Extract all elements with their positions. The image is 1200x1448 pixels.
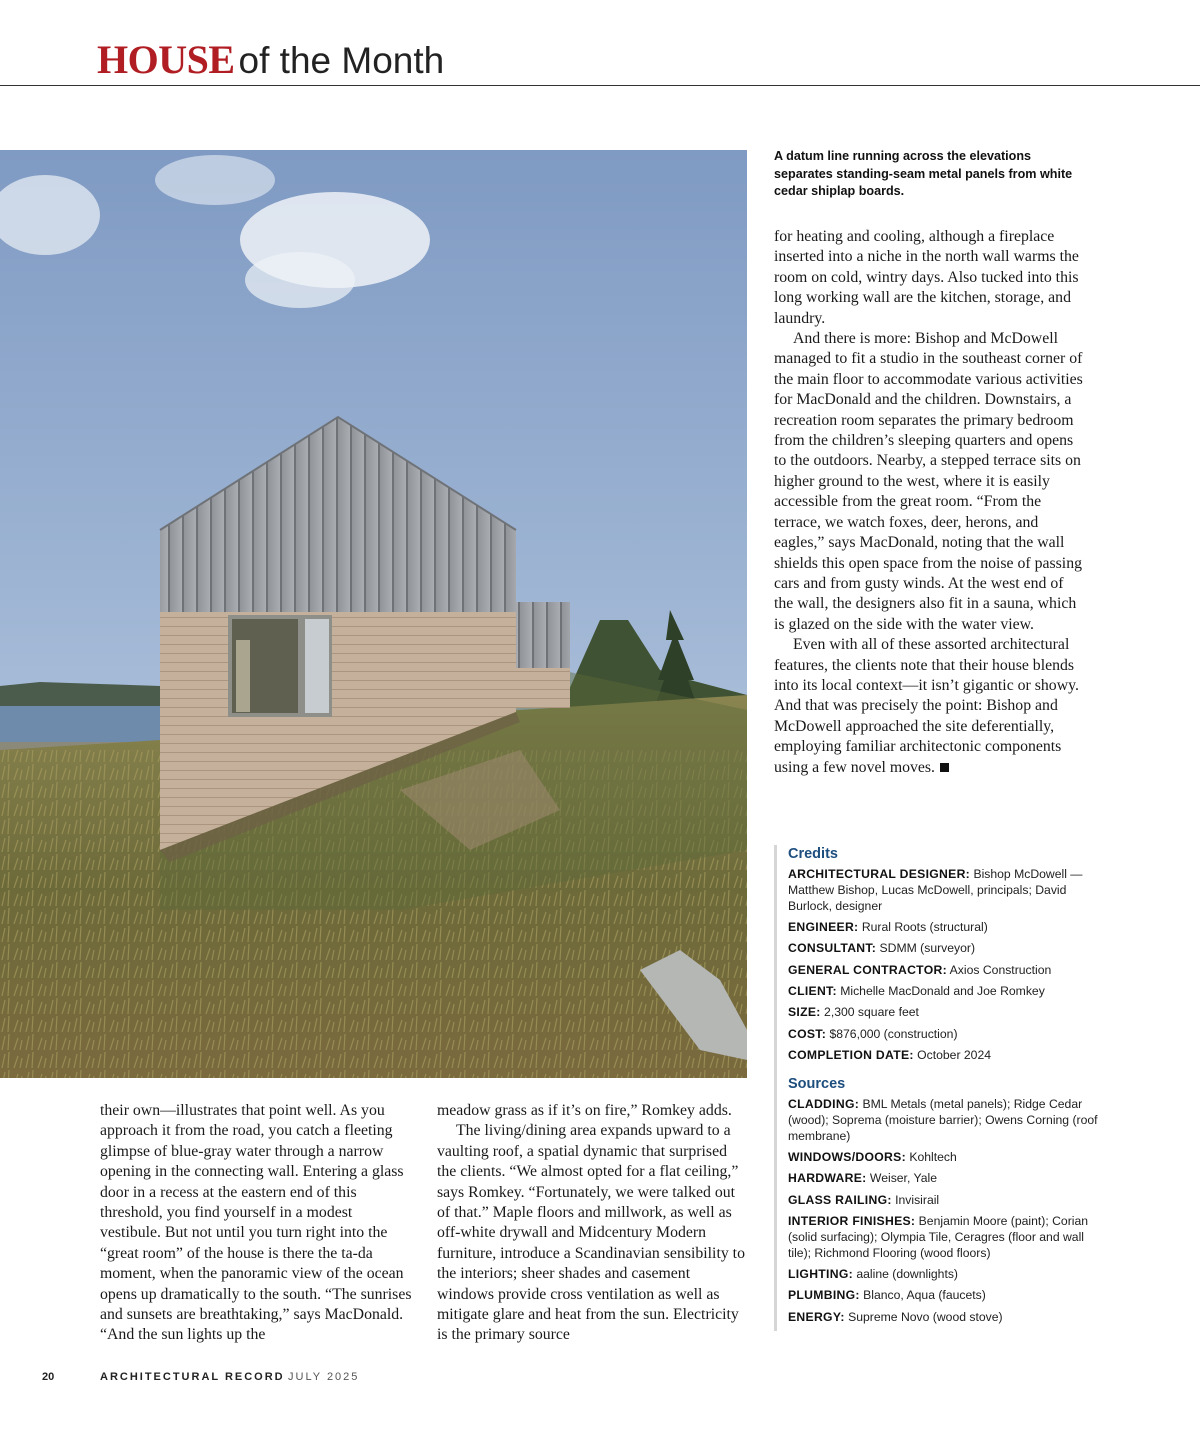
credit-value: Bishop McDowell — Matthew Bishop, Lucas McDowell, principals; David Burlock, designer xyxy=(788,867,1083,913)
source-label: PLUMBING: xyxy=(788,1288,860,1303)
source-value: Invisirail xyxy=(895,1192,940,1207)
credit-entry xyxy=(788,867,1098,915)
credit-entry xyxy=(788,1048,1098,1064)
source-label: GLASS RAILING: xyxy=(788,1192,892,1207)
sources-heading: Sources xyxy=(788,1075,846,1092)
credit-entry xyxy=(788,963,1098,979)
article-column-bottom-left xyxy=(100,1101,412,1346)
source-value: Weiser, Yale xyxy=(869,1171,937,1186)
section-title-rest: of the Month xyxy=(238,40,445,81)
credit-entry xyxy=(788,1005,1098,1021)
source-entry xyxy=(788,1171,1098,1187)
paragraph: for heating and cooling, although a fireplace inserted into a niche in the north wall warms the room on cold, wintry days. Also tucked into this long working wall are the kitchen, storage, and laundry. xyxy=(774,228,1079,327)
paragraph: meadow grass as if it’s on fire,” Romkey adds. xyxy=(437,1102,732,1119)
source-value: Blanco, Aqua (faucets) xyxy=(863,1288,986,1303)
credit-label: COMPLETION DATE: xyxy=(788,1047,914,1062)
photo-caption: A datum line running across the elevations separates standing-seam metal panels from white cedar shiplap boards. xyxy=(774,149,1073,198)
paragraph-text: Even with all of these assorted architectural features, the clients note that their house blends into its local context—it isn’t gigantic or showy. And that was precisely the point: Bishop and McDowell approached the site deferentially, employing familiar architectonic components using a few novel moves. xyxy=(774,636,1079,776)
source-label: HARDWARE: xyxy=(788,1171,867,1186)
credits-sidebar xyxy=(774,845,1098,1331)
source-value: Kohltech xyxy=(909,1149,957,1164)
paragraph-last xyxy=(774,635,1086,778)
paragraph: their own—illustrates that point well. As you approach it from the road, you catch a fleeting glimpse of blue-gray water through a narrow opening in the connecting wall. Entering a glass door in a recess at the eastern end of this threshold, you find yourself in a modest vestibule. But not until you turn right into the “great room” of the house is there the ta-da moment, when the panoramic view of the ocean opens up dramatically to the south. “The sunrises and sunsets are breathtaking,” says MacDonald. “And the sun lights up the xyxy=(100,1102,412,1344)
credit-label: GENERAL CONTRACTOR: xyxy=(788,962,947,977)
page-footer xyxy=(42,1371,360,1383)
source-label: CLADDING: xyxy=(788,1096,860,1111)
credit-value: Rural Roots (structural) xyxy=(861,920,988,935)
end-mark-icon xyxy=(940,763,949,772)
credit-entry xyxy=(788,1027,1098,1043)
credit-value: SDMM (surveyor) xyxy=(879,941,976,956)
source-entry xyxy=(788,1310,1098,1326)
source-entry xyxy=(788,1150,1098,1166)
section-title xyxy=(97,37,445,82)
source-value: aaline (downlights) xyxy=(856,1266,958,1281)
source-value: BML Metals (metal panels); Ridge Cedar (wood); Soprema (moisture barrier); Owens Corning (roof membrane) xyxy=(788,1096,1098,1143)
source-label: LIGHTING: xyxy=(788,1266,853,1281)
credit-value: 2,300 square feet xyxy=(824,1005,919,1020)
section-title-bold: HOUSE xyxy=(97,37,235,82)
credit-label: ARCHITECTURAL DESIGNER: xyxy=(788,867,971,881)
source-value: Supreme Novo (wood stove) xyxy=(848,1309,1003,1324)
house-photo xyxy=(0,150,747,1078)
paragraph: The living/dining area expands upward to a vaulting roof, a spatial dynamic that surprised the clients. “We almost opted for a flat ceiling,” says Romkey. “Fortunately, we were talked out of that.” Maple floors and millwork, as well as off-white drywall and Midcentury Modern furniture, introduce a Scandinavian sensibility to the interiors; sheer shades and casement windows provide cross ventilation as well as mitigate glare and heat from the sun. Electricity is the primary source xyxy=(437,1122,745,1344)
credit-label: CONSULTANT: xyxy=(788,941,877,956)
source-entry xyxy=(788,1193,1098,1209)
source-entry xyxy=(788,1097,1098,1145)
paragraph: And there is more: Bishop and McDowell managed to fit a studio in the southeast corner of the main floor to accommodate various activities for MacDonald and the children. Downstairs, a recreation room separates the primary bedroom from the children’s sleeping quarters and opens to the outdoors. Nearby, a stepped terrace sits on higher ground to the west, where it is easily accessible from the great room. “From the terrace, we watch foxes, deer, herons, and eagles,” says MacDonald, noting that the wall shields this open space from the noise of passing cars and from gusty winds. At the west end of the wall, the designers also fit in a sauna, which is glazed on the side with the water view. xyxy=(774,330,1083,633)
credit-entry xyxy=(788,920,1098,936)
credit-label: COST: xyxy=(788,1026,827,1041)
credit-entry xyxy=(788,984,1098,1000)
source-label: ENERGY: xyxy=(788,1309,845,1324)
credit-entry xyxy=(788,941,1098,957)
source-entry xyxy=(788,1267,1098,1283)
credit-value: Axios Construction xyxy=(949,962,1052,977)
credit-label: CLIENT: xyxy=(788,984,837,998)
credits-heading: Credits xyxy=(788,846,838,862)
source-entry xyxy=(788,1214,1098,1262)
issue-date: JULY 2025 xyxy=(288,1371,360,1383)
credit-value: $876,000 (construction) xyxy=(829,1026,958,1041)
source-value: Benjamin Moore (paint); Corian (solid surfacing); Olympia Tile, Ceragres (floor and wall tile); Richmond Flooring (wood floors) xyxy=(788,1213,1089,1260)
credit-label: SIZE: xyxy=(788,1005,821,1020)
credit-value: Michelle MacDonald and Joe Romkey xyxy=(840,984,1045,998)
source-entry xyxy=(788,1288,1098,1304)
page-number: 20 xyxy=(42,1371,55,1383)
source-label: INTERIOR FINISHES: xyxy=(788,1213,916,1228)
article-column-right xyxy=(774,227,1086,778)
header-rule xyxy=(0,85,1200,86)
credit-value: October 2024 xyxy=(917,1047,992,1062)
magazine-name: ARCHITECTURAL RECORD xyxy=(100,1371,285,1383)
source-label: WINDOWS/DOORS: xyxy=(788,1149,906,1164)
credit-label: ENGINEER: xyxy=(788,920,859,935)
article-column-bottom-middle xyxy=(437,1101,749,1346)
